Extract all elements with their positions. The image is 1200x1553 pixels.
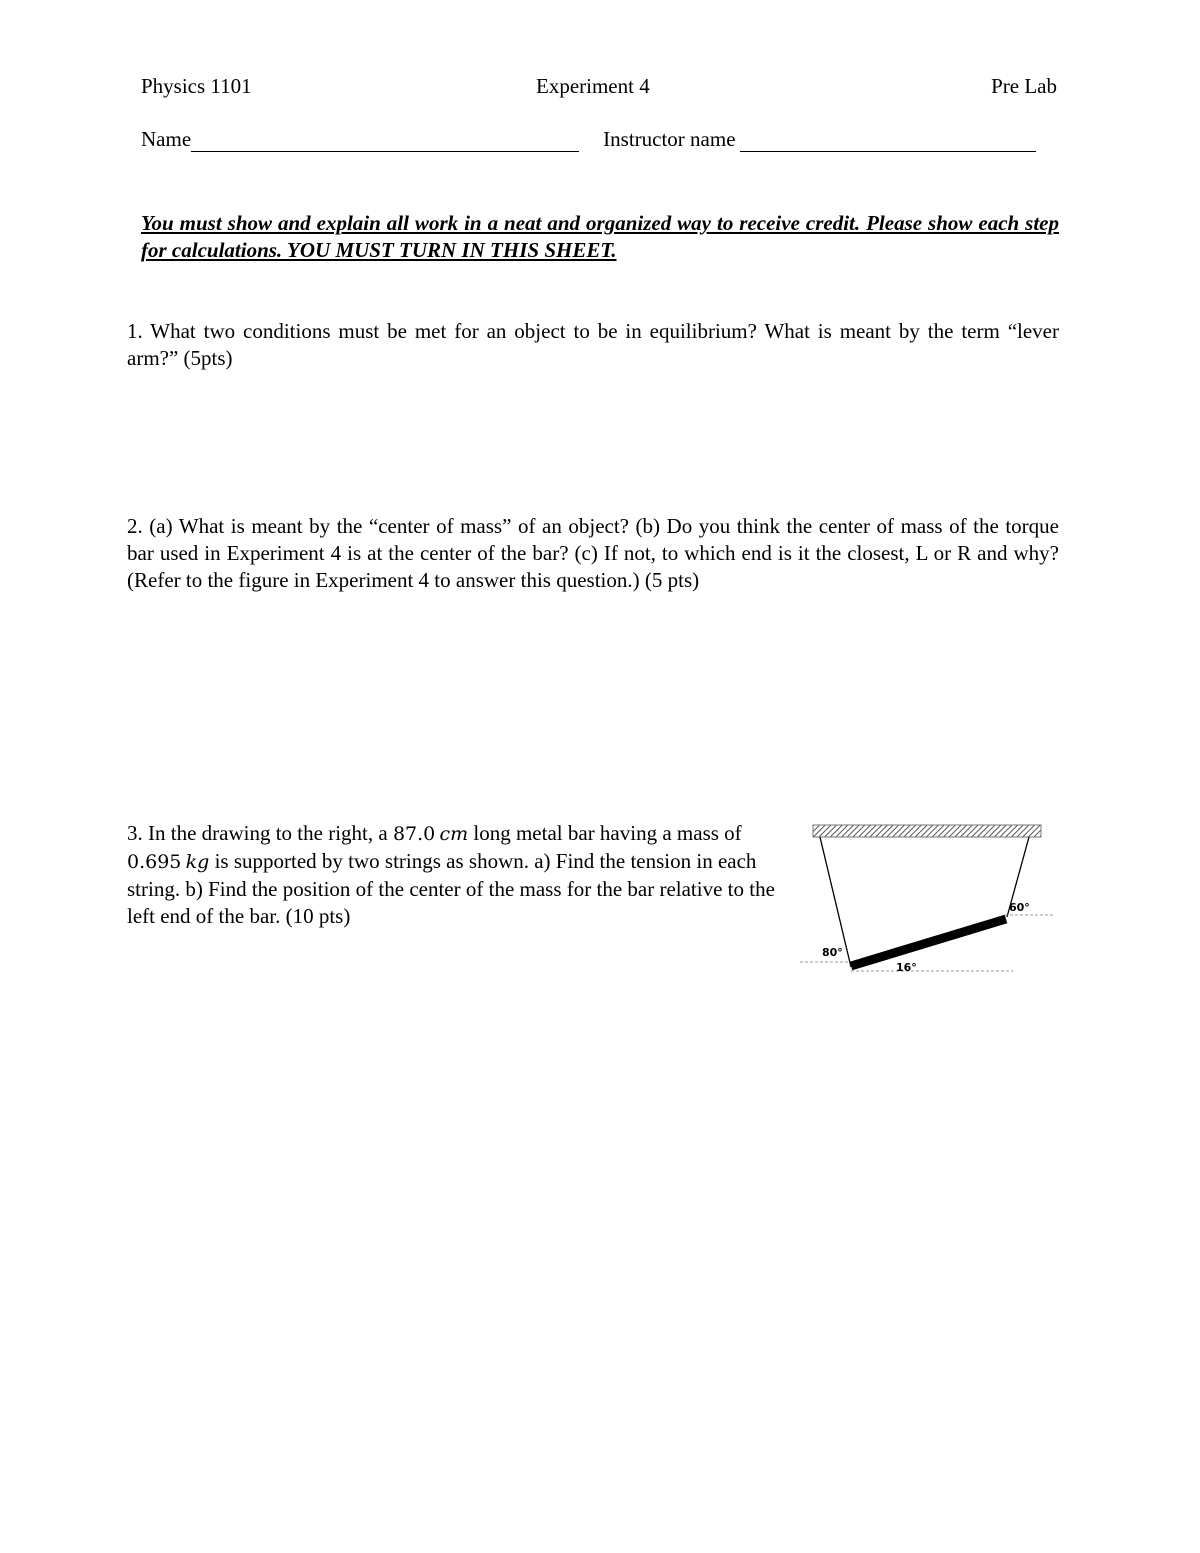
experiment-title: Experiment 4 <box>536 74 650 98</box>
length-unit: cm <box>439 823 469 845</box>
name-row <box>141 127 1059 152</box>
angle-right-label: 60° <box>1009 901 1030 914</box>
angle-left-label: 80° <box>822 946 843 959</box>
name-blank[interactable] <box>191 131 579 152</box>
mass-unit: kg <box>185 851 210 873</box>
q3-text-1: 3. In the drawing to the right, a <box>127 821 393 845</box>
document-type: Pre Lab <box>991 74 1057 98</box>
q3-text-2: long metal bar having a mass of <box>468 821 742 845</box>
question-2: 2. (a) What is meant by the “center of mass” of an object? (b) Do you think the center of mass of the torque bar used in Experiment 4 is at the center of the bar? (c) If not, to which end is it the closest, L or R and why? (Refer to the figure in Experiment 4 to answer this question.) (5 pts) <box>127 514 1059 592</box>
mass-value: 0.695 <box>127 851 182 873</box>
q3-text-3: is supported by two strings as shown. a) Find the tension in each string. b) Find the position of the center of the mass for the bar relative to the left end of the bar. (10 pts) <box>127 849 775 928</box>
instructions: You must show and explain all work in a neat and organized way to receive credit. Please show each step for calculations. YOU MUST TURN IN THIS SHEET. <box>141 211 1059 262</box>
instructor-label: Instructor name <box>603 127 736 151</box>
question-3 <box>127 820 785 930</box>
bar-string-diagram <box>795 815 1060 985</box>
course-title: Physics 1101 <box>141 74 252 98</box>
name-label: Name <box>141 127 192 151</box>
ceiling <box>813 825 1041 837</box>
question-1: 1. What two conditions must be met for an object to be in equilibrium? What is meant by the term “lever arm?” (5pts) <box>127 319 1059 370</box>
instructor-blank[interactable] <box>740 131 1036 152</box>
angle-bar-label: 16° <box>896 961 917 974</box>
length-value: 87.0 <box>392 823 436 845</box>
metal-bar <box>851 919 1006 966</box>
